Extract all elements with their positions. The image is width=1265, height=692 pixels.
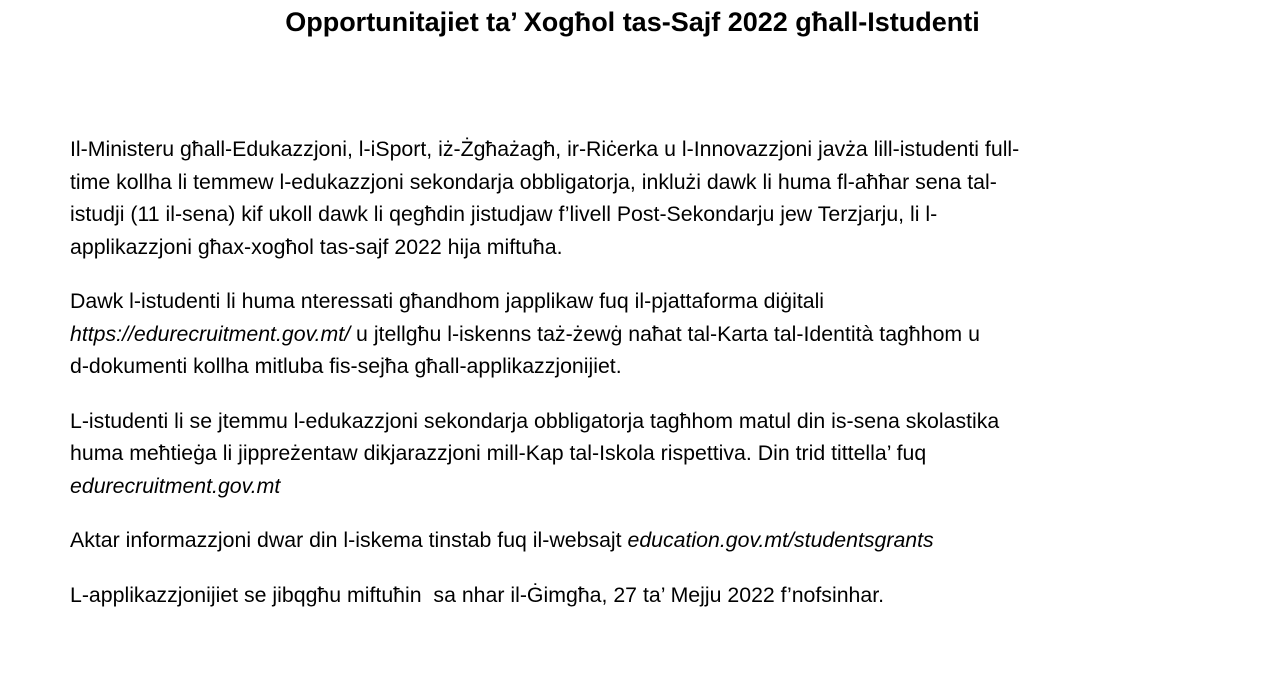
paragraph-declaration [70, 405, 1200, 503]
document-body [70, 133, 1200, 633]
instructions-line-3: d-dokumenti kollha mitluba fis-sejħa għall-applikazzjonijiet. [70, 354, 622, 378]
paragraph-intro [70, 133, 1200, 263]
deadline-text: L-applikazzjonijiet se jibqgħu miftuħin sa nhar il-Ġimgħa, 27 ta’ Mejju 2022 f’nofsinhar. [70, 582, 885, 607]
instructions-line-1: Dawk l-istudenti li huma nteressati għandhom japplikaw fuq il-pjattaforma diġitali [70, 289, 825, 313]
declaration-line-1: L-istudenti li se jtemmu l-edukazzjoni sekondarja obbligatorja tagħhom matul din is-sena skolastika [70, 408, 1000, 433]
paragraph-application-instructions [70, 285, 1200, 383]
intro-line-1: Il-Ministeru għall-Edukazzjoni, l-iSport, iż-Żgħażagħ, ir-Riċerka u l-Innovazzjoni javża lill-istudenti full- [70, 137, 1020, 161]
more-info-text: Aktar informazzjoni dwar din l-iskema tinstab fuq il-websajt [70, 528, 628, 552]
instructions-line-2 [70, 318, 1200, 351]
intro-line-3: istudji (11 il-sena) kif ukoll dawk li qegħdin jistudjaw f’livell Post-Sekondarju jew Terzjarju, li l- [70, 202, 938, 226]
declaration-line-2: huma meħtieġa li jippreżentaw dikjarazzjoni mill-Kap tal-Iskola rispettiva. Din trid tittella’ fuq [70, 441, 927, 465]
edurecruitment-domain-link[interactable]: edurecruitment.gov.mt [70, 473, 281, 498]
paragraph-deadline [70, 579, 1200, 612]
paragraph-more-info [70, 524, 1200, 557]
edurecruitment-url-link[interactable]: https://edurecruitment.gov.mt/ [70, 321, 351, 346]
intro-line-2: time kollha li temmew l-edukazzjoni sekondarja obbligatorja, inklużi dawk li huma fl-aħħar sena tal- [70, 169, 997, 194]
instructions-line-2-text: u jtellgħu l-iskenns taż-żewġ naħat tal-Karta tal-Identità tagħhom u [350, 321, 980, 346]
intro-line-4: applikazzjoni għax-xogħol tas-sajf 2022 hija miftuħa. [70, 234, 563, 259]
students-grants-link[interactable]: education.gov.mt/studentsgrants [627, 528, 934, 552]
page-title: Opportunitajiet ta’ Xogħol tas-Sajf 2022 għall-Istudenti [285, 7, 980, 37]
